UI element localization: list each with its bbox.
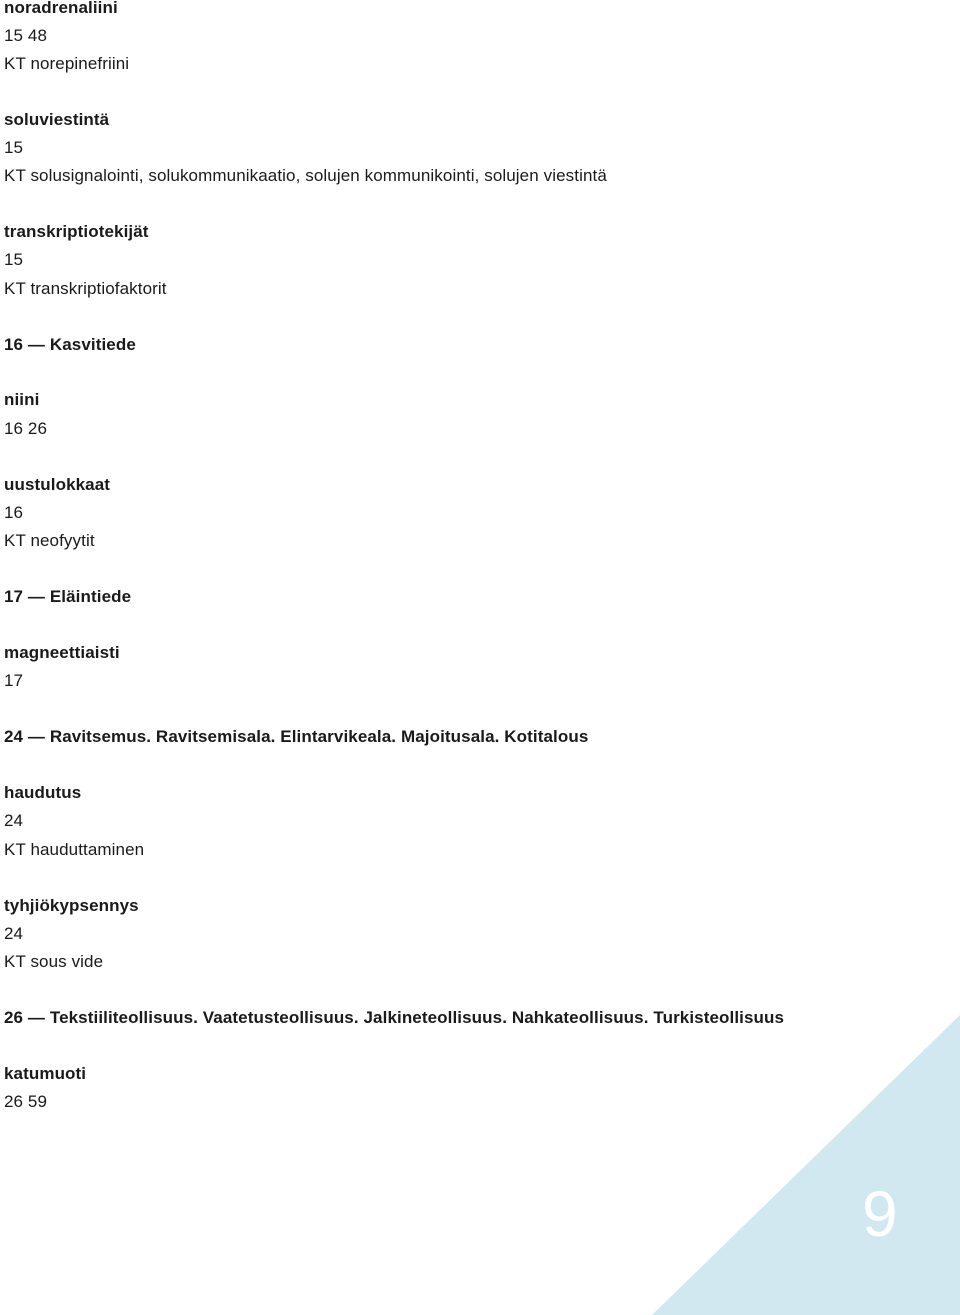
section-heading: 24 — Ravitsemus. Ravitsemisala. Elintarvikeala. Majoitusala. Kotitalous bbox=[4, 727, 589, 746]
entry-term: magneettiaisti bbox=[4, 643, 120, 662]
entry-sections: 24 bbox=[4, 924, 24, 943]
entry-sections: 15 bbox=[4, 138, 24, 157]
entry-sections: 15 48 bbox=[4, 26, 48, 45]
entry-term: noradrenaliini bbox=[4, 0, 118, 17]
entry-term: tyhjiökypsennys bbox=[4, 896, 139, 915]
section-heading: 16 — Kasvitiede bbox=[4, 335, 136, 354]
entry-term: katumuoti bbox=[4, 1064, 87, 1083]
section-heading: 26 — Tekstiiliteollisuus. Vaatetusteollisuus. Jalkineteollisuus. Nahkateollisuus. Turkisteollisuus bbox=[4, 1008, 785, 1027]
entry-sections: 16 bbox=[4, 503, 24, 522]
entry-alt-term: KT transkriptiofaktorit bbox=[4, 279, 167, 298]
entry-sections: 24 bbox=[4, 811, 24, 830]
entry-alt-term: KT norepinefriini bbox=[4, 54, 130, 73]
entry-term: uustulokkaat bbox=[4, 475, 111, 494]
entry-alt-term: KT hauduttaminen bbox=[4, 840, 145, 859]
entry-sections: 15 bbox=[4, 250, 24, 269]
entry-term: soluviestintä bbox=[4, 110, 110, 129]
entry-sections: 16 26 bbox=[4, 419, 48, 438]
entry-term: transkriptiotekijät bbox=[4, 222, 149, 241]
entry-term: niini bbox=[4, 390, 40, 409]
entry-sections: 17 bbox=[4, 671, 24, 690]
entry-alt-term: KT sous vide bbox=[4, 952, 104, 971]
entry-alt-term: KT neofyytit bbox=[4, 531, 95, 550]
entry-term: haudutus bbox=[4, 783, 82, 802]
section-heading: 17 — Eläintiede bbox=[4, 587, 132, 606]
page-number: 9 bbox=[862, 1178, 898, 1250]
entry-sections: 26 59 bbox=[4, 1092, 48, 1111]
entry-alt-term: KT solusignalointi, solukommunikaatio, solujen kommunikointi, solujen viestintä bbox=[4, 166, 607, 185]
